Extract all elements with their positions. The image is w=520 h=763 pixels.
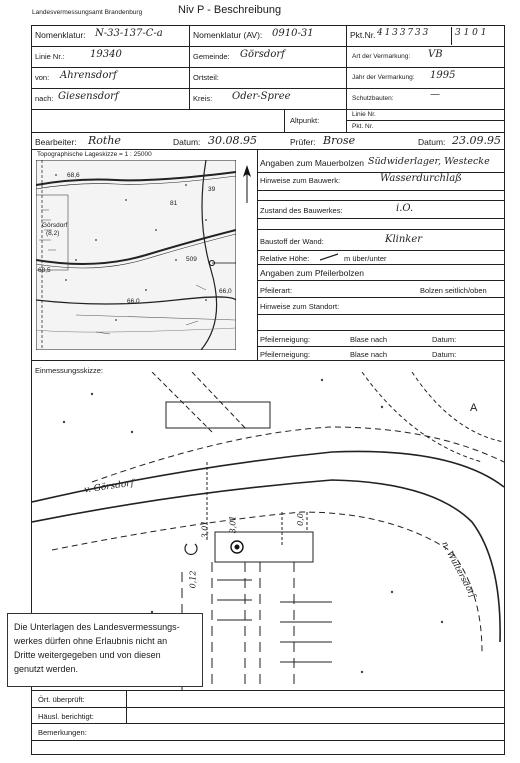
nomenklatur-av-value: 0910-31: [272, 28, 314, 39]
vermarkung-jahr-value: 1995: [430, 70, 456, 81]
ort-ueberprueft-label: Ört. überprüft:: [38, 695, 85, 704]
pfeilerbolzen-heading: Angaben zum Pfeilerbolzen: [260, 268, 364, 278]
bearbeiter-label: Bearbeiter:: [35, 137, 77, 147]
hoehe-mark-icon: [318, 252, 340, 262]
nach-label: nach:: [35, 94, 54, 103]
baustoff-value: Klinker: [385, 234, 423, 245]
standort-label: Hinweise zum Standort:: [260, 302, 340, 311]
neigung1-label: Pfeilerneigung:: [260, 335, 311, 344]
altpunkt-linie-label: Linie Nr.: [352, 111, 376, 118]
vermarkung-art-value: VB: [428, 49, 443, 60]
pfeilerart-label: Pfeilerart:: [260, 286, 293, 295]
bearbeiter-value: Rothe: [88, 134, 121, 147]
linie-value: 19340: [90, 49, 122, 60]
vermarkung-art-label: Art der Vermarkung:: [352, 53, 411, 60]
pfeilerart-right: Bolzen seitlich/oben: [420, 286, 487, 295]
von-value: Ahrensdorf: [60, 70, 117, 81]
topo-label-5: (8,2): [46, 230, 60, 237]
datum2-value: 23.09.95: [452, 134, 501, 147]
dim-1: 3,01: [200, 520, 210, 539]
copyright-notice: [7, 613, 203, 687]
topo-label-1: 68,6: [67, 172, 80, 179]
road-label-west: v. Görsdorf: [83, 478, 135, 496]
zustand-value: i.O.: [396, 203, 414, 214]
pkt-nr-label: Pkt.Nr.: [350, 30, 376, 40]
notice-line-1: Die Unterlagen des Landesvermessungs-: [14, 622, 180, 632]
kreis-label: Kreis:: [193, 94, 213, 103]
schutzbauten-label: Schutzbauten:: [352, 95, 394, 102]
einmessung-label: Einmessungsskizze:: [35, 366, 103, 375]
datum2-label: Datum:: [418, 137, 446, 147]
linie-label: Linie Nr.:: [35, 52, 65, 61]
dim-2: 3,01: [228, 515, 238, 534]
topo-label-9: 66,0: [219, 288, 232, 295]
von-label: von:: [35, 73, 50, 82]
bauwerk-label: Hinweise zum Bauwerk:: [260, 176, 341, 185]
nomenklatur-value: N-33-137-C-a: [95, 28, 163, 39]
topo-label-8: 66,0: [127, 298, 140, 305]
dim-4: 0,12: [188, 570, 198, 589]
topo-caption: Topographische Lageskizze = 1 : 25000: [37, 151, 152, 158]
neigung2-label: Pfeilerneigung:: [260, 350, 311, 359]
road-label-east: n. Wultersdorf: [439, 540, 478, 600]
pruefer-label: Prüfer:: [290, 137, 316, 147]
marker-a: A: [470, 402, 478, 414]
nomenklatur-av-label: Nomenklatur (AV):: [193, 30, 263, 40]
topo-label-2: 39: [208, 186, 216, 193]
hoehe-label: Relative Höhe:: [260, 254, 310, 263]
blase2-label: Blase nach: [350, 350, 388, 359]
notice-line-4: genutzt werden.: [14, 664, 79, 674]
north-arrow-icon: [240, 165, 254, 205]
topo-label-6: 68,5: [38, 267, 51, 274]
mauerbolzen-heading: Angaben zum Mauerbolzen: [260, 158, 364, 168]
baustoff-label: Baustoff der Wand:: [260, 237, 324, 246]
topo-label-4: Görsdorf: [42, 222, 68, 229]
authority-name: Landesvermessungsamt Brandenburg: [32, 9, 143, 16]
zustand-label: Zustand des Bauwerkes:: [260, 206, 343, 215]
vermarkung-jahr-label: Jahr der Vermarkung:: [352, 74, 415, 81]
pkt-nr-suffix: 3 1 0 1: [455, 28, 487, 38]
dim-3: 0,0: [295, 513, 305, 526]
bauwerk-value: Wasserdurchlaß: [380, 173, 462, 184]
datum1-label: Datum:: [173, 137, 201, 147]
datum3-label: Datum:: [432, 335, 457, 344]
altpunkt-label: Altpunkt:: [290, 116, 320, 125]
notice-line-2: werkes dürfen ohne Erlaubnis nicht an: [14, 636, 168, 646]
topo-label-7: 509: [186, 256, 197, 263]
altpunkt-pkt-label: Pkt. Nr.: [352, 123, 374, 130]
haeusl-berichtigt-label: Häusl. berichtigt:: [38, 712, 94, 721]
ortsteil-label: Ortsteil:: [193, 73, 219, 82]
kreis-value: Oder-Spree: [232, 91, 291, 102]
blase1-label: Blase nach: [350, 335, 388, 344]
topo-map: [36, 160, 236, 350]
document-title: Niv P - Beschreibung: [178, 4, 282, 16]
schutzbauten-value: —: [430, 89, 440, 100]
pkt-nr-value: 4 1 3 3 7 3 3: [377, 28, 428, 38]
pruefer-value: Brose: [323, 134, 356, 147]
nomenklatur-label: Nomenklatur:: [35, 30, 86, 40]
mauerbolzen-heading-value: Südwiderlager, Westecke: [368, 156, 490, 167]
datum4-label: Datum:: [432, 350, 457, 359]
topo-label-3: 81: [170, 200, 178, 207]
hoehe-suffix: m über/unter: [344, 254, 387, 263]
datum1-value: 30.08.95: [208, 134, 257, 147]
notice-line-3: Dritte weitergegeben und von diesen: [14, 650, 161, 660]
bemerkungen-label: Bemerkungen:: [38, 728, 87, 737]
gemeinde-value: Görsdorf: [240, 49, 285, 60]
nach-value: Giesensdorf: [58, 91, 119, 102]
gemeinde-label: Gemeinde:: [193, 52, 230, 61]
